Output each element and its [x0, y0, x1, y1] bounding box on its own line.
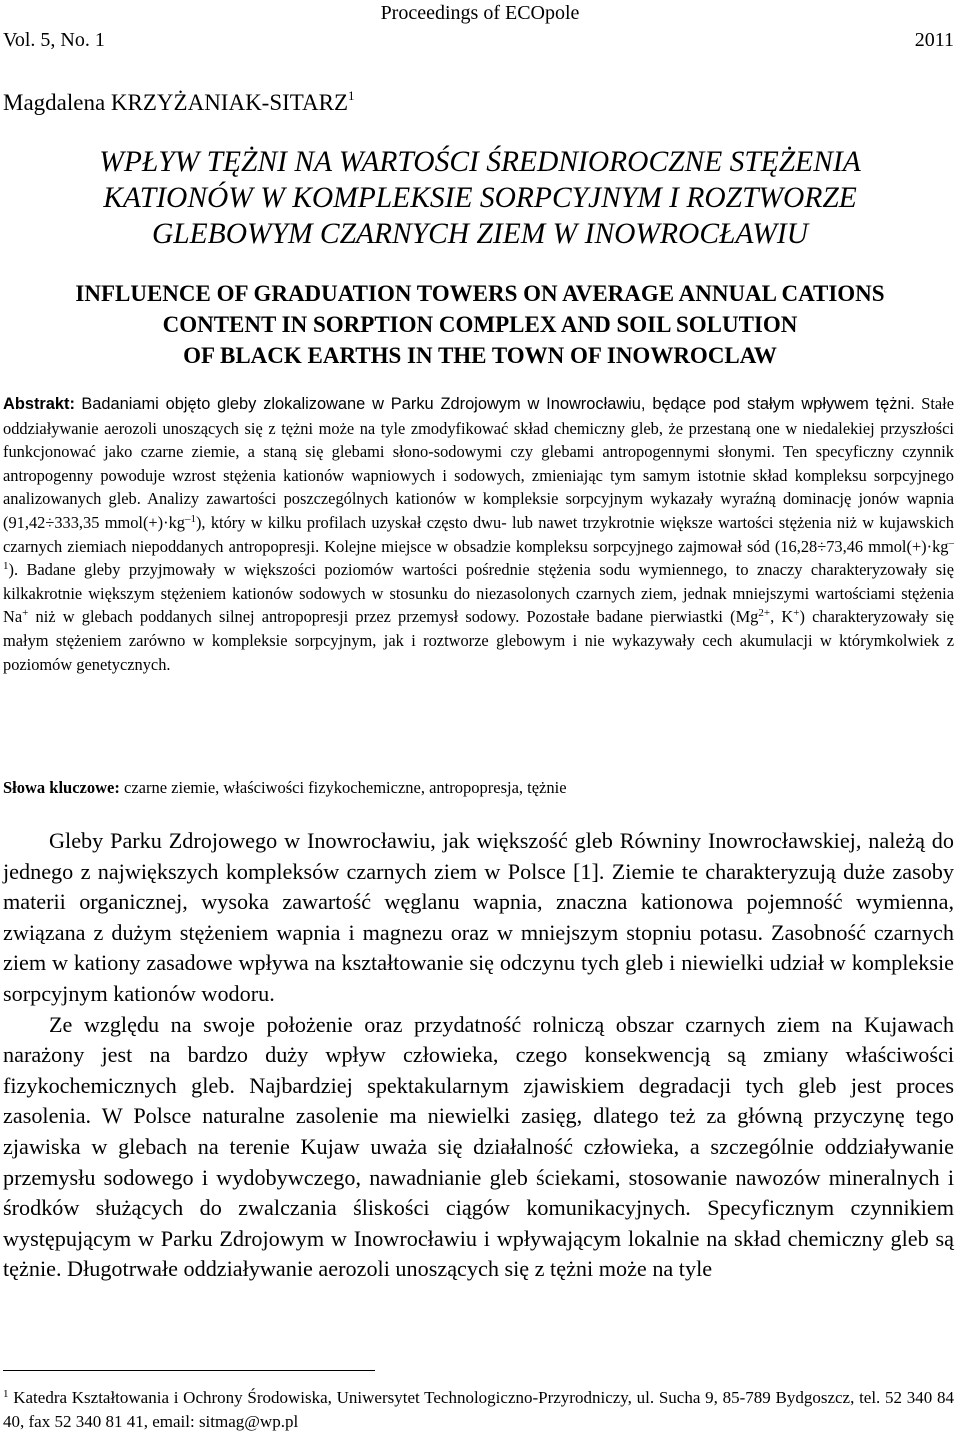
title-polish: [0, 144, 960, 252]
keywords-label: Słowa kluczowe:: [3, 778, 120, 797]
title-english-line: INFLUENCE OF GRADUATION TOWERS ON AVERAGE ANNUAL CATIONS: [75, 281, 885, 306]
volume-issue: Vol. 5, No. 1: [3, 29, 105, 51]
abstract-text: ), który w kilku profilach uzyskał często dwu- lub nawet trzykrotnie większe wartości stężenia niż w kujawskich czarnych ziemiach niepoddanych antropopresji. Kolejne miejsce w obsadzie kompleksu sorpcyjnego zajmował sód (16,28÷73,46 mmol(+)·kg: [3, 512, 954, 556]
title-polish-line: WPŁYW TĘŻNI NA WARTOŚCI ŚREDNIOROCZNE STĘŻENIA: [99, 146, 861, 178]
body-paragraph: Ze względu na swoje położenie oraz przydatność rolniczą obszar czarnych ziem na Kujawach narażony jest na bardzo duży wpływ człowieka, czego konsekwencją są zmiany właściwości fizykochemicznych gleb. Najbardziej spektakularnym zjawiskiem degradacji tych gleb jest proces zasolenia. W Polsce naturalne zasolenie ma niewielki zasięg, dlatego też za główną przyczynę tego zjawiska w glebach na terenie Kujaw uważa się działalność człowieka, a szczególnie oddziaływanie przemysłu sodowego i wydobywczego, nawadnianie gleb ściekami, stosowanie nawozów mineralnych i środków służących do zwalczania śliskości ciągów komunikacyjnych. Specyficznym czynnikiem występującym w Parku Zdrojowym w Inowrocławiu i wpływającym lokalnie na skład chemiczny gleb są tężnie. Długotrwałe oddziaływanie aerozoli unoszących się z tężni może na tyle: [3, 1011, 954, 1282]
keywords-text: czarne ziemie, właściwości fizykochemiczne, antropopresja, tężnie: [119, 778, 567, 797]
abstract-superscript: +: [793, 607, 800, 620]
abstract-lead: Badaniami objęto gleby zlokalizowane w Parku Zdrojowym w Inowrocławiu, będące pod stałym wpływem tężni.: [81, 395, 915, 413]
title-polish-line: KATIONÓW W KOMPLEKSIE SORPCYJNYM I ROZTWORZE: [103, 182, 857, 214]
affiliation-mark: 1: [348, 88, 355, 103]
journal-name: Proceedings of ECOpole: [380, 2, 580, 24]
footnote-divider: [3, 1370, 375, 1371]
abstract: [3, 392, 954, 676]
abstract-text: niż w glebach poddanych silnej antropopresji przez przemysł sodowy. Pozostałe badane pierwiastki (Mg: [28, 607, 759, 627]
footnote-mark: 1: [3, 1388, 9, 1400]
title-english-line: CONTENT IN SORPTION COMPLEX AND SOIL SOLUTION: [162, 312, 798, 337]
abstract-superscript: –1: [3, 536, 954, 573]
publication-year: 2011: [914, 29, 954, 51]
abstract-label: Abstrakt:: [3, 395, 75, 413]
author-line: [3, 88, 355, 118]
title-english: [0, 278, 960, 371]
footnote-text: Katedra Kształtowania i Ochrony Środowiska, Uniwersytet Technologiczno-Przyrodniczy, ul. Sucha 9, 85-789 Bydgoszcz, tel. 52 340 84 40, fax 52 340 81 41, email: sitmag@wp.pl: [3, 1388, 954, 1431]
title-polish-line: GLEBOWYM CZARNYCH ZIEM W INOWROCŁAWIU: [151, 218, 809, 250]
title-english-line: OF BLACK EARTHS IN THE TOWN OF INOWROCLAW: [183, 343, 777, 368]
body-text: [3, 826, 954, 1285]
abstract-superscript: 2+: [758, 607, 771, 620]
abstract-text: ). Badane gleby przyjmowały w większości poziomów wartości pośrednie stężenia sodu wymiennego, to znaczy charakteryzowały się kilkakrotnie większym stężeniem kationów sodowych w stosunku do niezasolonych czarnych ziem, jednak mniejszymi wartościami stężenia Na: [3, 560, 954, 627]
abstract-text: Stałe oddziaływanie aerozoli unoszących się z tężni może na tyle zmodyfikować skład chemiczny gleb, że przestaną one w niedalekiej przyszłości funkcjonować jako czarne ziemie, a staną się glebami słono-sodowymi czy glebami antropogennymi słonymi. Ten specyficzny czynnik antropogenny powoduje wzrost stężenia kationów wapniowych i sodowych, zmieniając tym samym istotnie skład kompleksu sorpcyjnego analizowanych gleb. Analizy zawartości poszczególnych kationów w kompleksie sorpcyjnym wykazały wyraźną dominację jonów wapnia (91,42÷333,35 mmol(+)·kg: [3, 394, 954, 532]
footnote: [3, 1386, 954, 1434]
abstract-superscript: +: [22, 607, 29, 620]
author-name: Magdalena KRZYŻANIAK-SITARZ: [3, 90, 348, 115]
abstract-text: , K: [770, 607, 794, 627]
keywords: [3, 776, 954, 800]
abstract-superscript: –1: [184, 512, 196, 525]
body-paragraph: Gleby Parku Zdrojowego w Inowrocławiu, jak większość gleb Równiny Inowrocławskiej, należą do jednego z największych kompleksów czarnych ziem w Polsce [1]. Ziemie te charakteryzują duże zasoby materii organicznej, wysoka zawartość węglanu wapnia, znaczna kationowa pojemność wymienna, związana z dużym stężeniem wapnia i magnezu oraz w mniejszym stopniu potasu. Zasobność czarnych ziem w kationy zasadowe wpływa na kształtowanie się odczynu tych gleb i niewielki udział w kompleksie sorpcyjnym kationów wodoru.: [3, 828, 954, 1006]
abstract-text: ) charakteryzowały się małym stężeniem zarówno w kompleksie sorpcyjnym, jak i roztworze glebowym i nie wykazywały cech akumulacji w którymkolwiek z poziomów genetycznych.: [3, 607, 954, 674]
